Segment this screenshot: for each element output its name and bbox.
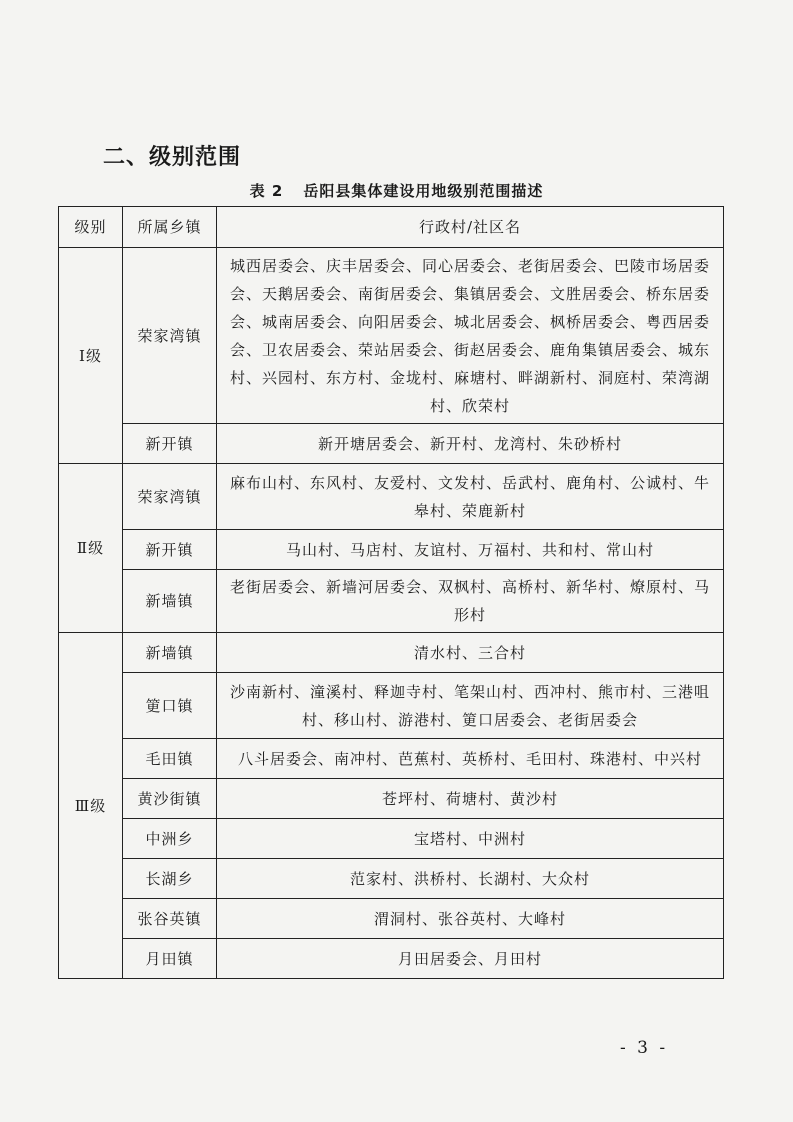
table-number: 表 2 — [249, 182, 284, 200]
town-cell: 张谷英镇 — [123, 899, 217, 939]
level-cell: Ⅲ级 — [59, 633, 123, 979]
table-row — [59, 570, 724, 633]
town-cell: 筻口镇 — [123, 673, 217, 739]
header-town: 所属乡镇 — [123, 207, 217, 248]
level-cell: Ⅰ级 — [59, 248, 123, 464]
table-row — [59, 424, 724, 464]
table-title: 岳阳县集体建设用地级别范围描述 — [303, 182, 544, 200]
town-cell: 毛田镇 — [123, 739, 217, 779]
table-row — [59, 673, 724, 739]
town-cell: 荣家湾镇 — [123, 248, 217, 424]
village-names-cell: 月田居委会、月田村 — [217, 939, 724, 979]
table-row — [59, 530, 724, 570]
page-number: - 3 - — [620, 1038, 669, 1058]
table-row — [59, 633, 724, 673]
town-cell: 月田镇 — [123, 939, 217, 979]
village-names-cell: 老街居委会、新墙河居委会、双枫村、高桥村、新华村、燎原村、马形村 — [217, 570, 724, 633]
table-row — [59, 779, 724, 819]
table-row — [59, 899, 724, 939]
table-row — [59, 859, 724, 899]
table-row — [59, 248, 724, 424]
table-row — [59, 819, 724, 859]
table-row — [59, 464, 724, 530]
level-cell: Ⅱ级 — [59, 464, 123, 633]
table-header-row — [59, 207, 724, 248]
table-row — [59, 739, 724, 779]
village-names-cell: 范家村、洪桥村、长湖村、大众村 — [217, 859, 724, 899]
village-names-cell: 麻布山村、东风村、友爱村、文发村、岳武村、鹿角村、公诚村、牛皋村、荣鹿新村 — [217, 464, 724, 530]
town-cell: 长湖乡 — [123, 859, 217, 899]
village-names-cell: 沙南新村、潼溪村、释迦寺村、笔架山村、西冲村、熊市村、三港咀村、移山村、游港村、筻口居委会、老街居委会 — [217, 673, 724, 739]
section-heading: 二、级别范围 — [103, 145, 242, 170]
town-cell: 中洲乡 — [123, 819, 217, 859]
village-names-cell: 宝塔村、中洲村 — [217, 819, 724, 859]
village-names-cell: 城西居委会、庆丰居委会、同心居委会、老街居委会、巴陵市场居委会、天鹅居委会、南街居委会、集镇居委会、文胜居委会、桥东居委会、城南居委会、向阳居委会、城北居委会、枫桥居委会、粤西居委会、卫农居委会、荣站居委会、街赵居委会、鹿角集镇居委会、城东村、兴园村、东方村、金垅村、麻塘村、畔湖新村、洞庭村、荣湾湖村、欣荣村 — [217, 248, 724, 424]
header-village-names: 行政村/社区名 — [217, 207, 724, 248]
header-level: 级别 — [59, 207, 123, 248]
town-cell: 新墙镇 — [123, 570, 217, 633]
town-cell: 黄沙街镇 — [123, 779, 217, 819]
village-names-cell: 清水村、三合村 — [217, 633, 724, 673]
level-range-table — [58, 206, 724, 979]
table-caption — [0, 180, 793, 201]
village-names-cell: 新开塘居委会、新开村、龙湾村、朱砂桥村 — [217, 424, 724, 464]
town-cell: 新开镇 — [123, 424, 217, 464]
town-cell: 荣家湾镇 — [123, 464, 217, 530]
village-names-cell: 苍坪村、荷塘村、黄沙村 — [217, 779, 724, 819]
table-row — [59, 939, 724, 979]
village-names-cell: 马山村、马店村、友谊村、万福村、共和村、常山村 — [217, 530, 724, 570]
town-cell: 新墙镇 — [123, 633, 217, 673]
village-names-cell: 渭洞村、张谷英村、大峰村 — [217, 899, 724, 939]
town-cell: 新开镇 — [123, 530, 217, 570]
village-names-cell: 八斗居委会、南冲村、芭蕉村、英桥村、毛田村、珠港村、中兴村 — [217, 739, 724, 779]
